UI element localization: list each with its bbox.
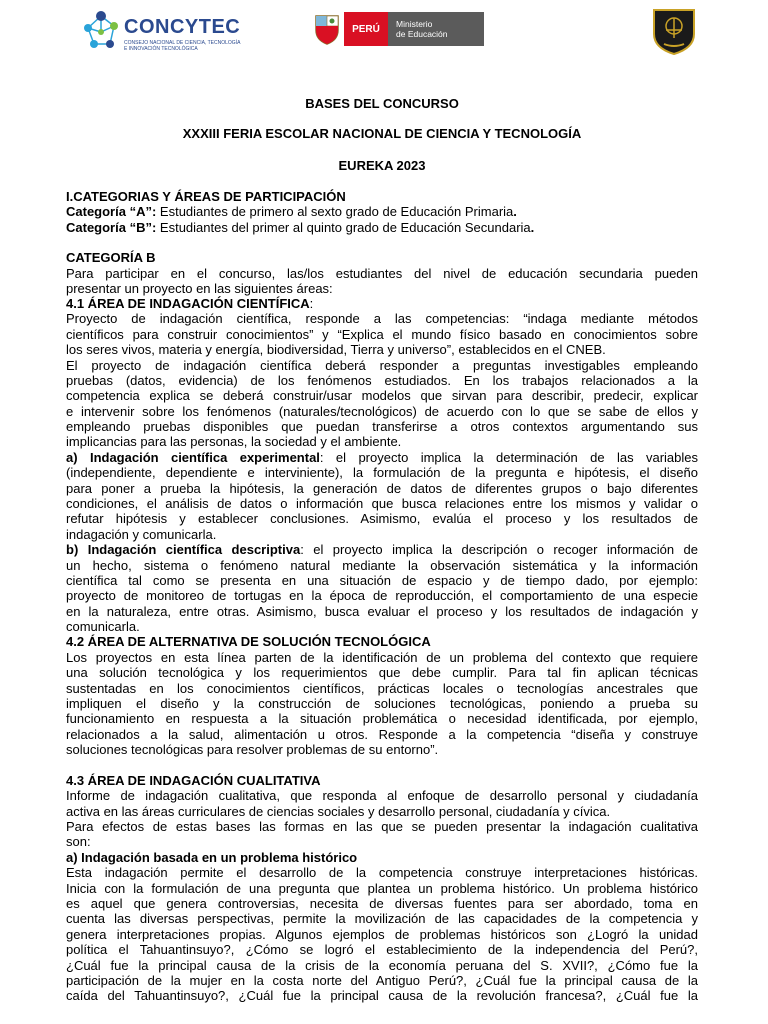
text-run: una solución tecnológica y los requerimientos que debe cumplir. Para tal fin aplican técnicas <box>66 665 698 680</box>
text-line <box>66 973 698 988</box>
text-run: El proyecto de indagación científica deberá responder a preguntas investigables empleando <box>66 358 698 373</box>
peru-label: PERÚ <box>344 12 388 46</box>
text-run: Estudiantes del primer al quinto grado de Educación Secundaria <box>156 220 531 235</box>
text-line <box>66 311 698 326</box>
bold-text-run: . <box>530 220 535 235</box>
text-run: : el proyecto implica la determinación de las variables <box>319 450 698 465</box>
bold-text-run: Categoría “A”: <box>66 204 157 219</box>
text-run: Informe de indagación cualitativa, que responda al enfoque de desarrollo personal y ciudadanía <box>66 788 698 803</box>
text-line <box>66 588 698 603</box>
text-line <box>66 681 698 696</box>
text-run: caída del Tahuantinsuyo?, ¿Cuál fue la principal causa de la revolución francesa?, ¿Cuál fue la <box>66 988 698 1003</box>
text-run: proyecto de monitoreo de tortugas en la época de reproducción, el comportamiento de una especie <box>66 588 698 603</box>
ministry-line-1: Ministerio <box>396 19 433 29</box>
text-line <box>66 896 698 911</box>
text-run: impliquen el diseño y la construcción de soluciones tecnológicas, poniendo a prueba su <box>66 696 698 711</box>
bold-text-run: . <box>513 204 517 219</box>
text-run: comunicarla. <box>66 619 140 634</box>
bold-text-run: a) Indagación científica experimental <box>66 450 320 465</box>
text-run: soluciones tecnológicas para resolver problemas de su entorno”. <box>66 742 439 757</box>
text-run: cuenta las diversas perspectivas, permite la movilización de las capacidades de la competencia y <box>66 911 698 926</box>
text-run: es aquel que genera controversias, necesita de diversas fuentes para ser abordado, toma en <box>66 896 698 911</box>
text-run: científica tal como se presenta en una situación de espacio y de tiempo dado, por ejemplo: <box>66 573 698 588</box>
text-line <box>66 358 698 373</box>
text-line <box>66 619 698 634</box>
text-line <box>66 481 698 496</box>
bold-text-run: 4.3 ÁREA DE INDAGACIÓN CUALITATIVA <box>66 773 321 788</box>
text-run: participación de la mujer en la costa norte del Antiguo Perú?, ¿Cuál fue la principal causa de la <box>66 973 698 988</box>
text-run: pruebas (datos, evidencia) de los fenómenos estudiados. En los trabajos relacionados a la <box>66 373 698 388</box>
text-run: política el Tahuantinsuyo?, ¿Cómo se logró el establecimiento de la independencia del Perú?, <box>66 942 698 957</box>
text-line <box>66 927 698 942</box>
text-run: empleando pruebas disponibles que puedan transferirse a otros contextos argumentando sus <box>66 419 698 434</box>
text-run: Inicia con la formulación de una pregunta que plantea un problema histórico. Un problema histórico <box>66 881 698 896</box>
text-line <box>66 881 698 896</box>
text-run: e intervenir sobre los fenómenos (naturales/tecnológicos) de acuerdo con lo que se sabe de ellos y <box>66 404 698 419</box>
text-run: para poner a prueba la hipótesis, la generación de datos de diferentes grupos o bajo diferentes <box>66 481 698 496</box>
text-line <box>66 742 698 757</box>
text-run: los seres vivos, materia y energía, biodiversidad, Tierra y universo”, establecidos en el CNEB. <box>66 342 606 357</box>
text-line <box>66 250 698 265</box>
text-line <box>66 665 698 680</box>
text-line <box>66 527 698 542</box>
text-run: Esta indagación permite el desarrollo de la competencia construye interpretaciones históricas. <box>66 865 698 880</box>
text-run: en la naturaleza, entre otras. Asimismo, busca evaluar el proceso y los resultados de indagación y <box>66 604 698 619</box>
document-header <box>0 0 768 70</box>
ministry-label <box>388 12 484 46</box>
text-line <box>66 373 698 388</box>
text-run: ¿Cuál fue la principal causa de la crisis de la economía peruana del S. XVII?, ¿Cómo fue la <box>66 958 698 973</box>
text-line <box>66 850 698 865</box>
bold-text-run: a) Indagación basada en un problema histórico <box>66 850 358 865</box>
text-run: : <box>309 296 314 311</box>
text-line <box>66 281 698 296</box>
text-run: genera interpretaciones propias. Algunos ejemplos de problemas históricos son ¿Logró la unidad <box>66 927 698 942</box>
text-line <box>66 296 698 311</box>
text-line <box>66 804 698 819</box>
text-line <box>66 711 698 726</box>
text-run: competencia explica se deberá construir/usar modelos que sirvan para describir, predecir, explicar <box>66 388 698 403</box>
text-run: funcionamiento en respuesta a la situación problemática o necesidad identificada, por ejemplo, <box>66 711 698 726</box>
text-run: relacionados a la salud, alimentación u otros. Responde a la competencia “diseña y construye <box>66 727 698 742</box>
text-line <box>66 788 698 803</box>
doc-subtitle: XXXIII FERIA ESCOLAR NACIONAL DE CIENCIA Y TECNOLOGÍA <box>182 126 582 141</box>
bold-text-run: 4.1 ÁREA DE INDAGACIÓN CIENTÍFICA <box>66 296 310 311</box>
text-line <box>66 819 698 834</box>
text-line <box>66 542 698 557</box>
text-line <box>66 511 698 526</box>
text-line <box>66 204 698 219</box>
text-line <box>66 220 698 235</box>
text-line <box>66 404 698 419</box>
text-line <box>66 696 698 711</box>
text-line <box>66 911 698 926</box>
ministerio-educacion-logo <box>312 12 484 46</box>
doc-title: BASES DEL CONCURSO <box>305 96 459 111</box>
text-run: refutar hipótesis y establecer conclusiones. Asimismo, evalúa el proceso y los resultados de <box>66 511 698 526</box>
text-run: Estudiantes de primero al sexto grado de Educación Primaria <box>156 204 514 219</box>
text-run: Para efectos de estas bases las formas en las que se pueden presentar la indagación cualitativa <box>66 819 698 834</box>
text-line <box>66 634 698 649</box>
concytec-network-icon <box>80 8 122 54</box>
text-line <box>66 434 698 449</box>
text-line <box>66 604 698 619</box>
peru-coat-of-arms-icon <box>312 12 342 46</box>
text-line <box>66 450 698 465</box>
text-line <box>66 573 698 588</box>
text-run: Los proyectos en esta línea parten de la identificación de un problema del contexto que requiere <box>66 650 698 665</box>
text-line <box>66 342 698 357</box>
text-line <box>66 266 698 281</box>
bold-text-run: Categoría “B”: <box>66 220 157 235</box>
ministry-line-2: de Educación <box>396 29 448 39</box>
bold-text-run: I.CATEGORIAS Y ÁREAS DE PARTICIPACIÓN <box>66 189 346 204</box>
text-line <box>66 988 698 1003</box>
eureka-shield-icon <box>652 8 696 56</box>
bold-text-run: CATEGORÍA B <box>66 250 156 265</box>
text-line <box>66 419 698 434</box>
text-line <box>66 558 698 573</box>
text-run: (independiente, dependiente e interviniente), la formulación de la pregunta e hipótesis, el diseño <box>66 465 698 480</box>
text-line <box>66 834 698 849</box>
bold-text-run: 4.2 ÁREA DE ALTERNATIVA DE SOLUCIÓN TECNOLÓGICA <box>66 634 431 649</box>
text-run: un hecho, sistema o fenómeno natural mediante la observación sistemática y la información <box>66 558 698 573</box>
text-line <box>66 465 698 480</box>
text-run: presentar un proyecto en las siguientes áreas: <box>66 281 333 296</box>
text-run: activa en las áreas curriculares de ciencias sociales y desarrollo personal, ciudadanía y cívica. <box>66 804 611 819</box>
text-run: Proyecto de indagación científica, responde a las competencias: “indaga mediante métodos <box>66 311 698 326</box>
text-run: son: <box>66 834 91 849</box>
text-run: científicos para construir conocimientos” y “Explica el mundo físico basado en conocimientos sobre <box>66 327 698 342</box>
text-line <box>66 865 698 880</box>
text-run: Para participar en el concurso, las/los estudiantes del nivel de educación secundaria pueden <box>66 266 698 281</box>
text-run: implicancias para las personas, la sociedad y el ambiente. <box>66 434 402 449</box>
concytec-wordmark: CONCYTEC <box>124 16 241 38</box>
concytec-logo <box>80 8 240 56</box>
concytec-subtitle: CONSEJO NACIONAL DE CIENCIA, TECNOLOGÍA E INNOVACIÓN TECNOLÓGICA <box>124 40 241 52</box>
text-line <box>66 327 698 342</box>
doc-edition: EUREKA 2023 <box>338 158 426 173</box>
text-line <box>66 189 698 204</box>
text-run: indagación y comunicarla. <box>66 527 217 542</box>
text-run: condiciones, el análisis de datos o información que busca relaciones entre los mismos y validar o <box>66 496 698 511</box>
text-run: sustentadas en los conocimientos científicos, prácticas locales o tecnologías ancestrales que <box>66 681 698 696</box>
text-line <box>66 650 698 665</box>
text-line <box>66 727 698 742</box>
text-line <box>66 942 698 957</box>
bold-text-run: b) Indagación científica descriptiva <box>66 542 301 557</box>
text-run: : el proyecto implica la descripción o recoger información de <box>300 542 698 557</box>
text-line <box>66 388 698 403</box>
text-line <box>66 496 698 511</box>
text-line <box>66 773 698 788</box>
text-line <box>66 958 698 973</box>
